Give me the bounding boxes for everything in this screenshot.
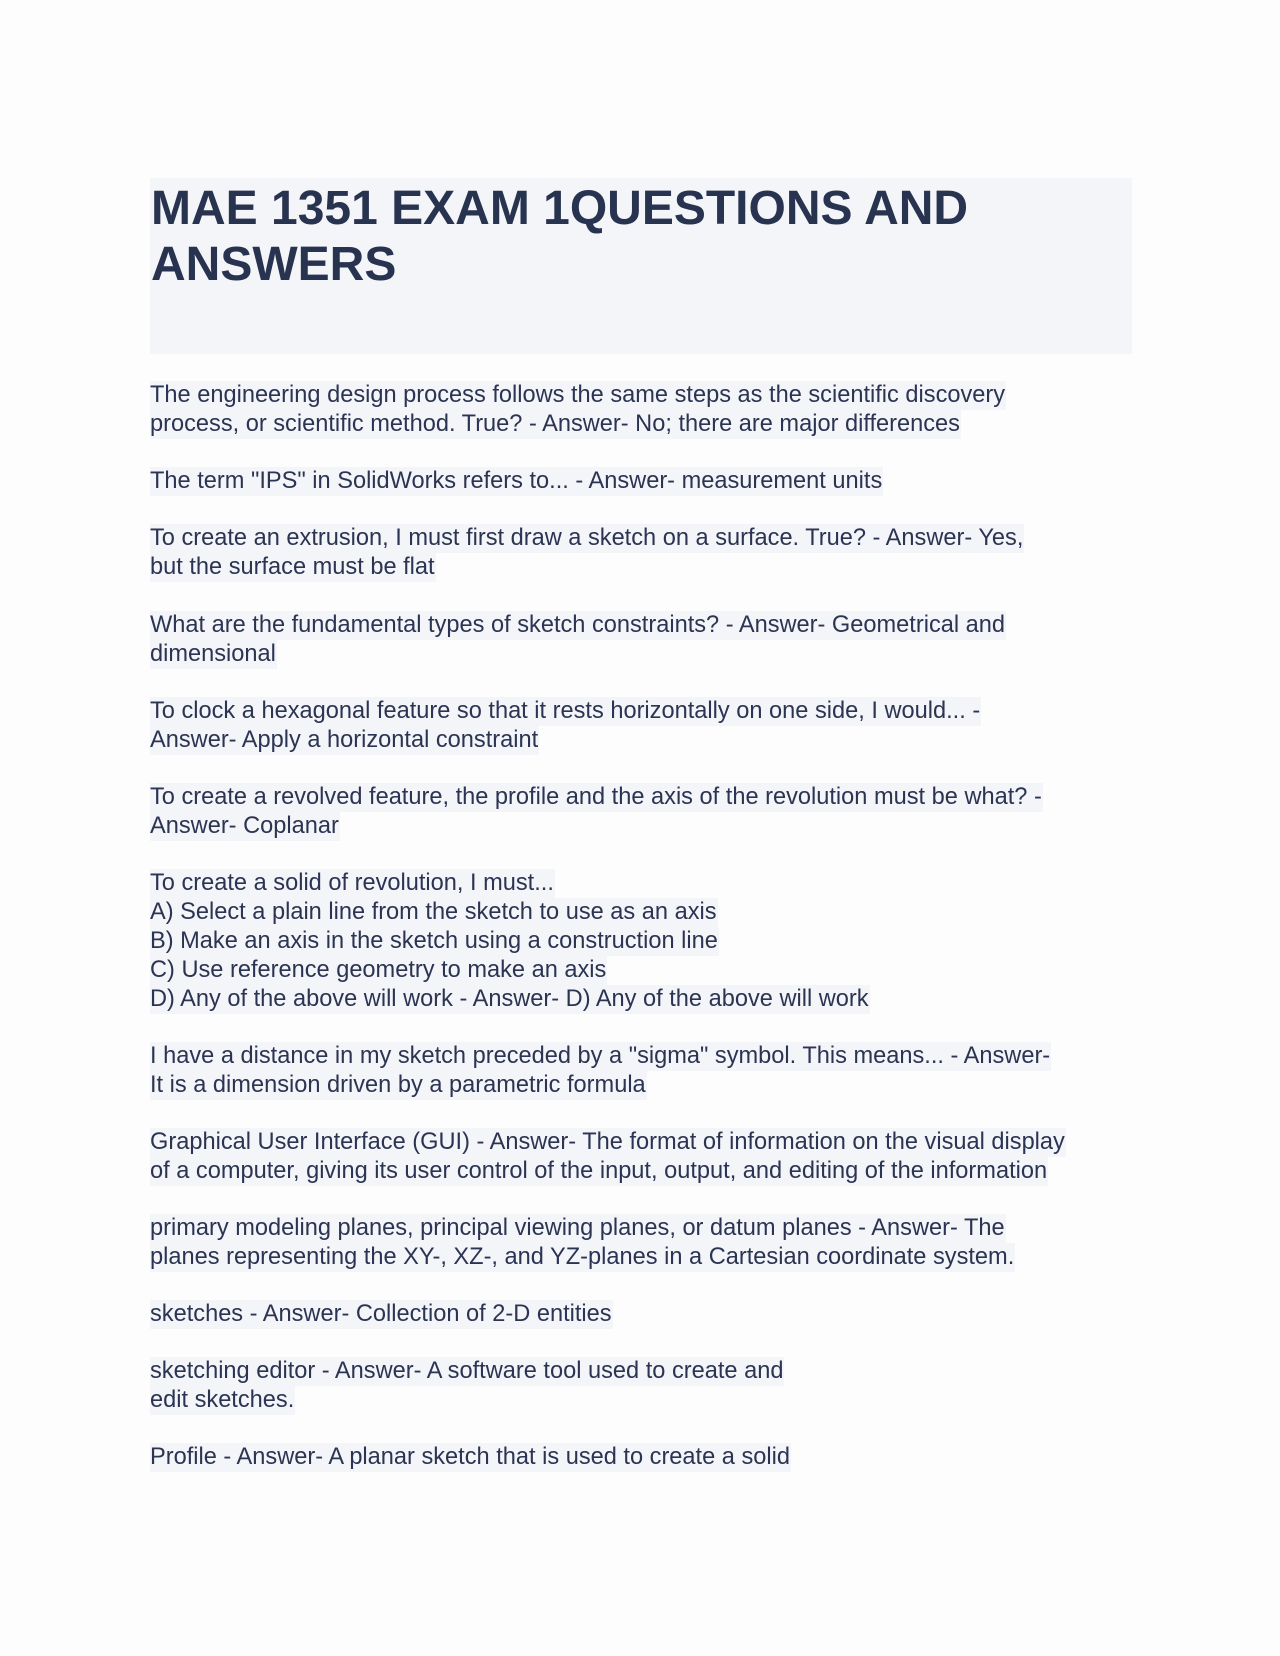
- qa-item-12: [150, 1357, 784, 1415]
- qa-line: Answer- Apply a horizontal constraint: [150, 727, 539, 753]
- qa-line: To create an extrusion, I must first draw a sketch on a surface. True? - Answer- Yes,: [150, 525, 1024, 551]
- qa-line: B) Make an axis in the sketch using a construction line: [150, 928, 718, 954]
- qa-line: Graphical User Interface (GUI) - Answer- The format of information on the visual display: [150, 1129, 1065, 1155]
- qa-line: primary modeling planes, principal viewing planes, or datum planes - Answer- The: [150, 1215, 1005, 1241]
- qa-line: process, or scientific method. True? - Answer- No; there are major differences: [150, 411, 960, 437]
- title-line: ANSWERS: [151, 238, 397, 291]
- qa-item-3: [150, 524, 1024, 582]
- qa-item-10: [150, 1214, 1015, 1272]
- qa-item-2: [150, 467, 883, 496]
- qa-item-1: [150, 381, 1006, 439]
- qa-line: To create a solid of revolution, I must...: [150, 870, 554, 896]
- qa-line: dimensional: [150, 641, 276, 667]
- qa-line: of a computer, giving its user control of the input, output, and editing of the information: [150, 1158, 1048, 1184]
- qa-line: To create a revolved feature, the profile and the axis of the revolution must be what? -: [150, 784, 1042, 810]
- qa-line: Answer- Coplanar: [150, 813, 339, 839]
- qa-line: edit sketches.: [150, 1387, 295, 1413]
- qa-line: A) Select a plain line from the sketch to use as an axis: [150, 899, 717, 925]
- qa-item-6: [150, 783, 1043, 841]
- qa-line: I have a distance in my sketch preceded by a "sigma" symbol. This means... - Answer-: [150, 1043, 1051, 1069]
- qa-line: To clock a hexagonal feature so that it rests horizontally on one side, I would... -: [150, 698, 981, 724]
- qa-line: D) Any of the above will work - Answer- D) Any of the above will work: [150, 986, 869, 1012]
- qa-line: The term "IPS" in SolidWorks refers to... - Answer- measurement units: [150, 468, 883, 494]
- qa-line: but the surface must be flat: [150, 554, 435, 580]
- qa-line: What are the fundamental types of sketch constraints? - Answer- Geometrical and: [150, 612, 1006, 638]
- qa-item-11: [150, 1300, 613, 1329]
- qa-item-7: [150, 869, 870, 1014]
- qa-line: Profile - Answer- A planar sketch that is used to create a solid: [150, 1444, 790, 1470]
- qa-line: It is a dimension driven by a parametric formula: [150, 1072, 646, 1098]
- qa-item-8: [150, 1042, 1051, 1100]
- qa-line: C) Use reference geometry to make an axis: [150, 957, 607, 983]
- document-title: [151, 181, 968, 293]
- qa-line: The engineering design process follows the same steps as the scientific discovery: [150, 382, 1006, 408]
- qa-item-13: [150, 1443, 791, 1472]
- qa-item-4: [150, 611, 1006, 669]
- qa-item-5: [150, 697, 981, 755]
- qa-line: sketches - Answer- Collection of 2-D entities: [150, 1301, 612, 1327]
- qa-line: sketching editor - Answer- A software tool used to create and: [150, 1358, 784, 1384]
- qa-line: planes representing the XY-, XZ-, and YZ-planes in a Cartesian coordinate system.: [150, 1244, 1015, 1270]
- title-line: MAE 1351 EXAM 1QUESTIONS AND: [151, 182, 969, 235]
- qa-item-9: [150, 1128, 1066, 1186]
